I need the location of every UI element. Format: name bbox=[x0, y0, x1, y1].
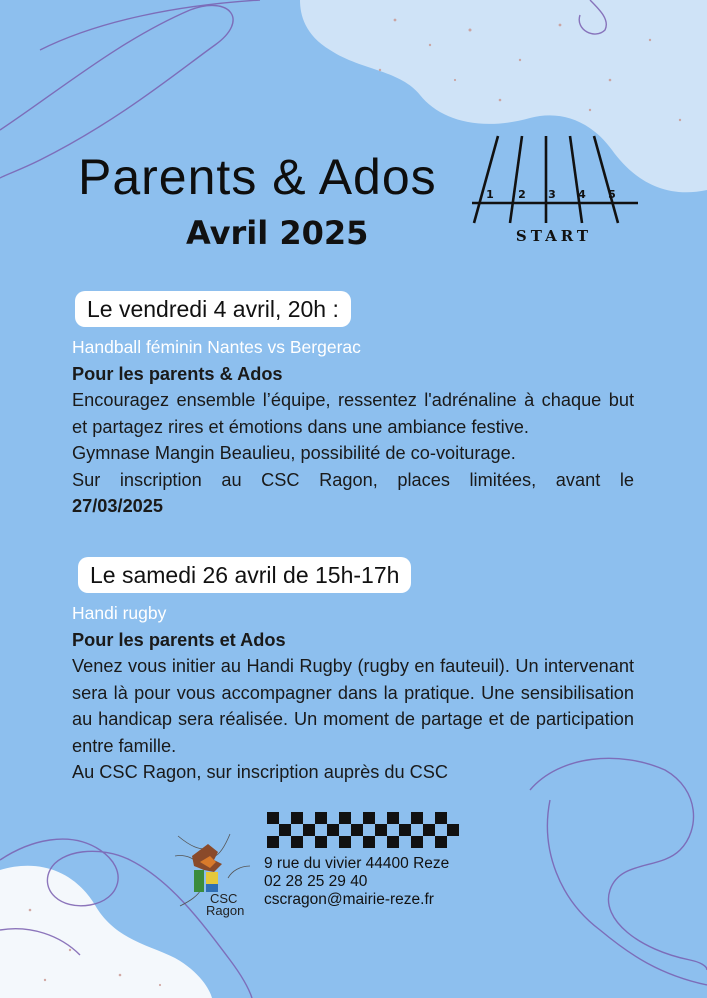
event-2-audience: Pour les parents et Ados bbox=[72, 629, 286, 650]
checker-square bbox=[267, 812, 279, 824]
lane-number-1: 1 bbox=[486, 188, 494, 201]
start-line-icon bbox=[470, 128, 640, 246]
csc-ragon-logo bbox=[170, 826, 260, 918]
checker-square bbox=[411, 836, 423, 848]
checker-square bbox=[279, 824, 291, 836]
checker-square bbox=[399, 824, 411, 836]
contact-block bbox=[264, 855, 449, 909]
logo-text-line1: CSC bbox=[210, 891, 238, 906]
page-title: Parents & Ados bbox=[78, 149, 437, 205]
checker-square bbox=[435, 836, 447, 848]
checker-square bbox=[291, 812, 303, 824]
checker-square bbox=[339, 836, 351, 848]
start-label: START bbox=[515, 227, 593, 245]
checker-square bbox=[363, 812, 375, 824]
checker-square bbox=[435, 812, 447, 824]
checker-square bbox=[339, 812, 351, 824]
checker-square bbox=[375, 824, 387, 836]
page-subtitle: Avril 2025 bbox=[186, 214, 369, 252]
event-1-name: Handball féminin Nantes vs Bergerac bbox=[72, 337, 361, 357]
event-2-description: Venez vous initier au Handi Rugby (rugby en fauteuil). Un intervenant sera là pour vous accompagner dans la pratique. Une sensibilisation au handicap sera réalisée. Un moment de partage et de participation entre famille. bbox=[72, 656, 634, 756]
checker-square bbox=[363, 836, 375, 848]
lane-number-3: 3 bbox=[548, 188, 556, 201]
checker-square bbox=[351, 824, 363, 836]
contact-address: 9 rue du vivier 44400 Reze bbox=[264, 855, 450, 872]
lane-number-2: 2 bbox=[518, 188, 526, 201]
checker-square bbox=[315, 836, 327, 848]
event-1-details bbox=[72, 334, 634, 520]
checker-square bbox=[447, 824, 459, 836]
logo-text-line2: Ragon bbox=[206, 903, 245, 918]
lane-number-5: 5 bbox=[608, 188, 616, 201]
event-2-details bbox=[72, 600, 634, 786]
checker-square bbox=[267, 836, 279, 848]
event-2-name: Handi rugby bbox=[72, 603, 167, 623]
contact-email: cscragon@mairie-reze.fr bbox=[264, 891, 434, 908]
checker-square bbox=[423, 824, 435, 836]
checker-square bbox=[387, 836, 399, 848]
event-1-location: Gymnase Mangin Beaulieu, possibilité de co-voiturage. bbox=[72, 443, 516, 463]
checker-square bbox=[291, 836, 303, 848]
checkered-flag-icon bbox=[266, 812, 462, 848]
checker-square bbox=[303, 824, 315, 836]
event-2-location: Au CSC Ragon, sur inscription auprès du CSC bbox=[72, 762, 449, 782]
checker-square bbox=[315, 812, 327, 824]
event-1-audience: Pour les parents & Ados bbox=[72, 363, 283, 384]
event-1-registration: Sur inscription au CSC Ragon, places limitées, avant le bbox=[72, 469, 634, 490]
event-1-date: Le vendredi 4 avril, 20h : bbox=[75, 291, 351, 327]
checker-square bbox=[327, 824, 339, 836]
event-1-deadline: 27/03/2025 bbox=[72, 496, 164, 516]
lane-number-4: 4 bbox=[578, 188, 586, 201]
event-1-description: Encouragez ensemble l’équipe, ressentez l'adrénaline à chaque but et partagez rires et émotions dans une ambiance festive. bbox=[72, 390, 634, 437]
checker-square bbox=[411, 812, 423, 824]
contact-phone: 02 28 25 29 40 bbox=[264, 873, 368, 890]
checker-square bbox=[387, 812, 399, 824]
event-2-date: Le samedi 26 avril de 15h-17h bbox=[78, 557, 411, 593]
